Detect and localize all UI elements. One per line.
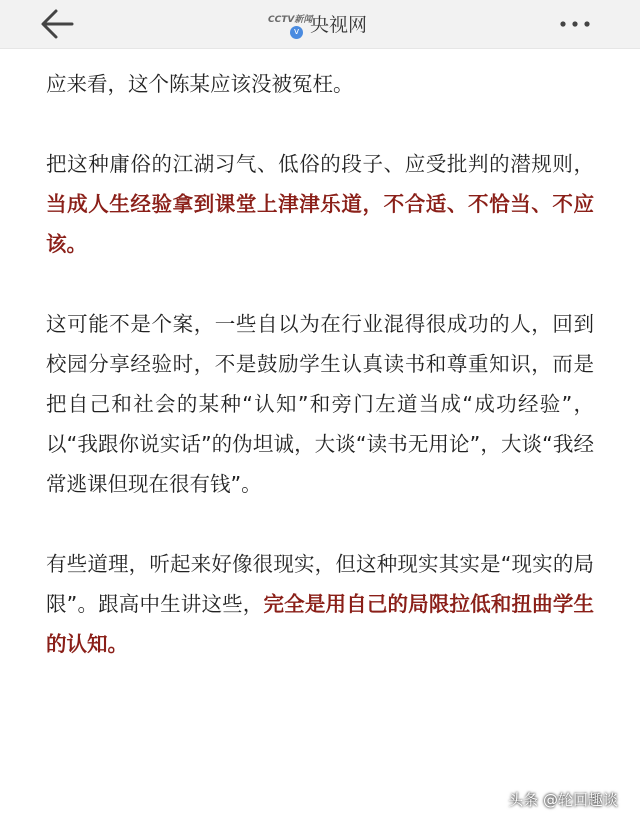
back-button[interactable] (38, 4, 78, 44)
article-paragraph-2 (46, 144, 594, 264)
paragraph-text: 把这种庸俗的江湖习气、低俗的段子、应受批判的潜规则， (46, 152, 594, 176)
highlighted-text: 完全是用自己的局限拉低和扭曲学生的认知。 (46, 592, 595, 656)
verified-icon: v (290, 26, 303, 39)
more-button[interactable] (556, 14, 596, 34)
paragraph-text: 有些道理，听起来好像很现实，但这种现实其实是“现实的局限”。跟高中生讲这些， (46, 552, 594, 616)
back-arrow-icon (38, 4, 78, 44)
paragraph-text: 应来看，这个陈某应该没被冤枉。 (46, 72, 354, 96)
source-watermark: 头条 @轮回趣谈 (508, 791, 618, 809)
paragraph-text: 这可能不是个案，一些自以为在行业混得很成功的人，回到校园分享经验时，不是鼓励学生认真读书和尊重知识，而是把自己和社会的某种“认知”和旁门左道当成“成功经验”，以“我跟你说实话”的伪坦诚，大谈“读书无用论”，大谈“我经常逃课但现在很有钱”。 (46, 312, 594, 496)
article-paragraph-1 (46, 64, 594, 104)
article-body (46, 64, 594, 664)
cctv-logo-text: CCTV新闻 (268, 15, 313, 25)
more-dots-icon (556, 14, 596, 34)
top-bar (0, 0, 640, 49)
article-paragraph-4 (46, 544, 594, 664)
highlighted-text: 当成人生经验拿到课堂上津津乐道，不合适、不恰当、不应该。 (46, 192, 594, 256)
account-name[interactable]: 央视网 (310, 14, 368, 36)
article-paragraph-3 (46, 304, 594, 504)
account-logo[interactable] (268, 10, 313, 40)
